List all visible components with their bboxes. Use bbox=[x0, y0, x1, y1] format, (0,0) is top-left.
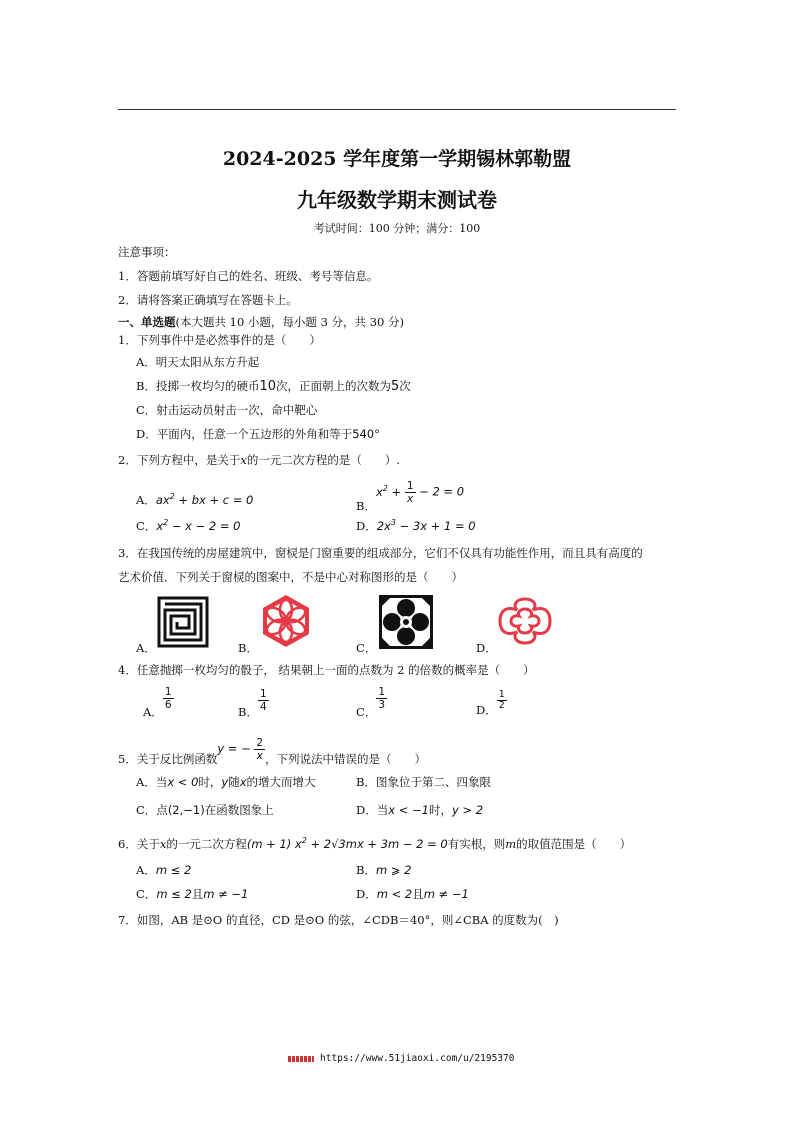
q2-b-label: B． bbox=[356, 498, 376, 513]
q6-stem-var2: m bbox=[505, 837, 517, 851]
q3-lattice-d-figure bbox=[497, 596, 553, 646]
q4-option-a bbox=[143, 686, 174, 719]
q2-stem bbox=[118, 452, 400, 468]
footer-url[interactable]: https://www.51jiaoxi.com/u/2195370 bbox=[320, 1053, 515, 1064]
q2-b-frac-num: 1 bbox=[406, 480, 414, 492]
q5-c-pre: C．点 bbox=[136, 803, 168, 817]
title-line-2: 九年级数学期末测试卷 bbox=[297, 188, 497, 212]
q6-stem-post: 有实根，则 bbox=[447, 837, 506, 851]
q5-frac bbox=[254, 737, 265, 762]
q4-stem: 4．任意抛掷一枚均匀的骰子， 结果朝上一面的点数为 2 的倍数的概率是（ ） bbox=[118, 663, 535, 677]
q1-d-pre: D．平面内，任意一个五边形的外角和等于 bbox=[136, 427, 353, 441]
q1-option-b bbox=[136, 378, 411, 394]
q4-c-frac bbox=[376, 686, 387, 711]
q1-b-n2: 5 bbox=[391, 379, 400, 394]
q4-b-den: 4 bbox=[259, 701, 267, 713]
q4-a-den: 6 bbox=[164, 699, 172, 711]
section-heading bbox=[118, 314, 404, 330]
q2-d-eq: $2x^3 - 3x + 1 = 0$ bbox=[376, 518, 476, 533]
q2-a-label: A． bbox=[136, 493, 156, 507]
q2-a-eq: $ax^2$ + bx + c = 0 bbox=[155, 492, 254, 507]
q5-stem-pre: 5．关于反比例函数 bbox=[118, 751, 218, 766]
section-title: 一、单选题 bbox=[118, 315, 176, 329]
q4-d-label: D． bbox=[476, 702, 497, 717]
q3-label-d: D． bbox=[476, 641, 497, 655]
q5-c-point: (2,−1) bbox=[167, 803, 205, 817]
q3-lattice-b-figure bbox=[258, 593, 314, 649]
q4-a-label: A． bbox=[143, 704, 163, 719]
q4-a-frac bbox=[163, 686, 174, 711]
q1-b-n1: 10 bbox=[259, 379, 276, 394]
q4-b-num: 1 bbox=[259, 688, 267, 700]
top-rule bbox=[118, 109, 676, 110]
q5-frac-num: 2 bbox=[256, 737, 264, 749]
q4-option-c bbox=[356, 686, 387, 719]
q6-option-a: A．m ≤ 2 bbox=[136, 863, 192, 877]
q3-label-a: A． bbox=[136, 641, 156, 655]
q6-stem-mid: 的一元二次方程 bbox=[166, 837, 247, 851]
q6-option-d: D．m < 2且m ≠ −1 bbox=[356, 887, 469, 901]
q5-option-c bbox=[136, 802, 274, 818]
q1-b-post: 次 bbox=[399, 379, 411, 393]
q2-option-c bbox=[136, 518, 241, 534]
q3-label-c: C． bbox=[356, 641, 377, 655]
footer bbox=[288, 1053, 514, 1064]
q6-stem bbox=[118, 836, 631, 852]
q5-frac-den: x bbox=[256, 750, 263, 762]
q6-d-label: D． bbox=[356, 887, 377, 901]
q6-option-b: B．m ⩾ 2 bbox=[356, 863, 412, 877]
q4-d-den: 2 bbox=[498, 700, 505, 711]
q6-a-label: A． bbox=[136, 863, 156, 877]
q2-stem-pre: 2．下列方程中，是关于 bbox=[118, 453, 241, 467]
q6-stem-end: 的取值范围是（ ） bbox=[516, 837, 632, 851]
q6-c-label: C． bbox=[136, 887, 157, 901]
q5-a-mid2: 随 bbox=[228, 775, 240, 789]
q2-c-label: C． bbox=[136, 519, 157, 533]
section-desc: (本大题共 10 小题，每小题 3 分，共 30 分) bbox=[175, 315, 404, 329]
q5-option-a: A．当x < 0时，y随x的增大而增大 bbox=[136, 775, 316, 789]
q3-lattice-a-figure bbox=[157, 596, 209, 648]
q5-a-pre: A．当 bbox=[136, 775, 168, 789]
exam-info: 考试时间：100 分钟；满分：100 bbox=[313, 222, 481, 235]
q5-y-eq: y = − bbox=[217, 741, 255, 756]
q5-c-post: 在函数图象上 bbox=[204, 803, 274, 817]
q1-option-c: C．射击运动员射击一次，命中靶心 bbox=[136, 403, 318, 417]
q2-b-frac bbox=[405, 480, 416, 505]
q4-b-label: B． bbox=[238, 704, 258, 719]
q5-option-d: D．当x < −1时，y > 2 bbox=[356, 803, 484, 817]
q2-d-label: D． bbox=[356, 519, 377, 533]
note-item-2: 2．请将答案正确填写在答题卡上。 bbox=[118, 293, 298, 307]
q3-line-2: 艺术价值．下列关于窗棂的图案中，不是中心对称图形的是（ ） bbox=[118, 570, 463, 584]
q5-a-post: 的增大而增大 bbox=[246, 775, 316, 789]
site-logo bbox=[288, 1056, 314, 1062]
q2-option-b: B．$x^2$ + $\frac{1}{x}$ − 2 = 0 bbox=[356, 480, 465, 513]
q6-d-and: 且 bbox=[412, 887, 424, 901]
q2-c-eq: $x^2 - x - 2 = 0$ bbox=[156, 518, 241, 533]
q4-c-num: 1 bbox=[378, 686, 385, 698]
q5-d-pre: D．当 bbox=[356, 803, 389, 817]
q6-stem-pre: 6．关于 bbox=[118, 837, 160, 851]
q2-stem-post: 的一元二次方程的是（ ）. bbox=[246, 453, 400, 467]
q4-a-num: 1 bbox=[164, 686, 172, 698]
q6-b-label: B． bbox=[356, 863, 376, 877]
q5-d-mid: 时， bbox=[428, 803, 452, 817]
q4-c-label: C． bbox=[356, 704, 377, 719]
q1-b-pre: B．投掷一枚均匀的硬币 bbox=[136, 379, 260, 393]
q5-stem-post: ，下列说法中错误的是（ ） bbox=[265, 751, 427, 766]
q3-label-b: B． bbox=[238, 641, 258, 655]
q4-option-d bbox=[476, 689, 507, 717]
q4-d-num: 1 bbox=[498, 689, 505, 700]
q6-stem-var: x bbox=[159, 837, 167, 851]
q6-option-c: C．m ≤ 2且m ≠ −1 bbox=[136, 887, 249, 901]
q5-a-mid1: 时， bbox=[198, 775, 222, 789]
notes-heading: 注意事项： bbox=[118, 245, 176, 259]
q2-option-d bbox=[356, 518, 476, 534]
q1-option-d bbox=[136, 426, 380, 442]
q2-b-frac-den: x bbox=[407, 493, 414, 505]
q3-line-1: 3．在我国传统的房屋建筑中，窗棂是门窗重要的组成部分，它们不仅具有功能性作用，而且具有高度的 bbox=[118, 546, 643, 560]
q1-d-val: 540° bbox=[352, 427, 380, 441]
q1-b-mid: 次，正面朝上的次数为 bbox=[276, 379, 391, 393]
q2-option-a bbox=[136, 492, 253, 508]
q5-stem bbox=[118, 737, 427, 766]
q2-stem-var: x bbox=[240, 453, 247, 467]
note-item-1: 1．答题前填写好自己的姓名、班级、考号等信息。 bbox=[118, 269, 379, 283]
q4-d-frac bbox=[497, 690, 507, 711]
q4-b-frac bbox=[258, 688, 269, 713]
q1-stem: 1．下列事件中是必然事件的是（ ） bbox=[118, 333, 321, 347]
q2-b-eq: $x^2$ + bbox=[375, 483, 405, 499]
title-line-1: 2024-2025 学年度第一学期锡林郭勒盟 bbox=[222, 148, 572, 170]
q7-stem: 7．如图，AB 是⊙O 的直径，CD 是⊙O 的弦，∠CDB＝40°，则∠CBA 的度数为( ) bbox=[118, 913, 559, 927]
q6-equation: (m + 1) $x^2 + 2√3mx + 3m - 2 = 0$ bbox=[246, 836, 448, 851]
q3-lattice-c-figure bbox=[378, 594, 434, 650]
q6-c-and: 且 bbox=[191, 887, 204, 901]
q1-option-a: A．明天太阳从东方升起 bbox=[136, 355, 260, 369]
q5-option-b: B．图象位于第二、四象限 bbox=[356, 775, 491, 789]
q4-option-b bbox=[238, 688, 269, 719]
q4-c-den: 3 bbox=[378, 699, 385, 711]
